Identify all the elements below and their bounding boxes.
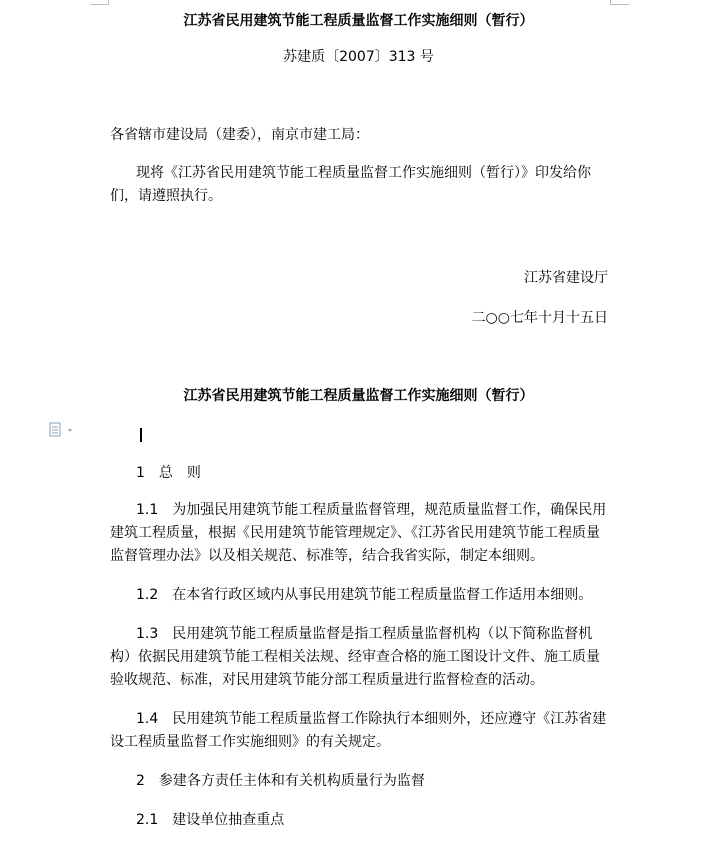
section-1-2: 1.2 在本省行政区域内从事民用建筑节能工程质量监督工作适用本细则。 [136,587,593,603]
section-heading-1: 1 总 则 [136,465,201,481]
text-cursor [140,428,142,442]
body-paragraph: 现将《江苏省民用建筑节能工程质量监督工作实施细则（暂行）》印发给你们，请遵照执行。 [110,165,591,204]
page-corner-mark-left [90,0,109,5]
document-title: 江苏省民用建筑节能工程质量监督工作实施细则（暂行） [183,13,534,29]
page-corner-mark-right [610,0,629,5]
rules-title: 江苏省民用建筑节能工程质量监督工作实施细则（暂行） [183,388,534,404]
issuer: 江苏省建设厅 [524,270,608,286]
section-heading-2: 2 参建各方责任主体和有关机构质量行为监督 [136,773,425,789]
section-1-3: 1.3 民用建筑节能工程质量监督是指工程质量监督机构（以下简称监督机构）依据民用建筑节能工程相关法规、经审查合格的施工图设计文件、施工质量验收规范、标准，对民用建筑节能分部工程质量进行监督检查的活动。 [110,626,600,688]
section-1-4: 1.4 民用建筑节能工程质量监督工作除执行本细则外，还应遵守《江苏省建设工程质量监督工作实施细则》的有关规定。 [110,711,607,750]
issue-date: 二○○七年十月十五日 [471,310,608,326]
document-number: 苏建质〔2007〕313 号 [283,49,434,65]
section-1-1: 1.1 为加强民用建筑节能工程质量监督管理，规范质量监督工作，确保民用建筑工程质量，根据《民用建筑节能管理规定》、《江苏省民用建筑节能工程质量监督管理办法》以及相关规范、标准等，结合我省实际，制定本细则。 [110,502,607,564]
addressee: 各省辖市建设局（建委），南京市建工局： [110,127,369,143]
paste-options-icon[interactable] [49,422,77,438]
section-2-1: 2.1 建设单位抽查重点 [136,812,285,828]
